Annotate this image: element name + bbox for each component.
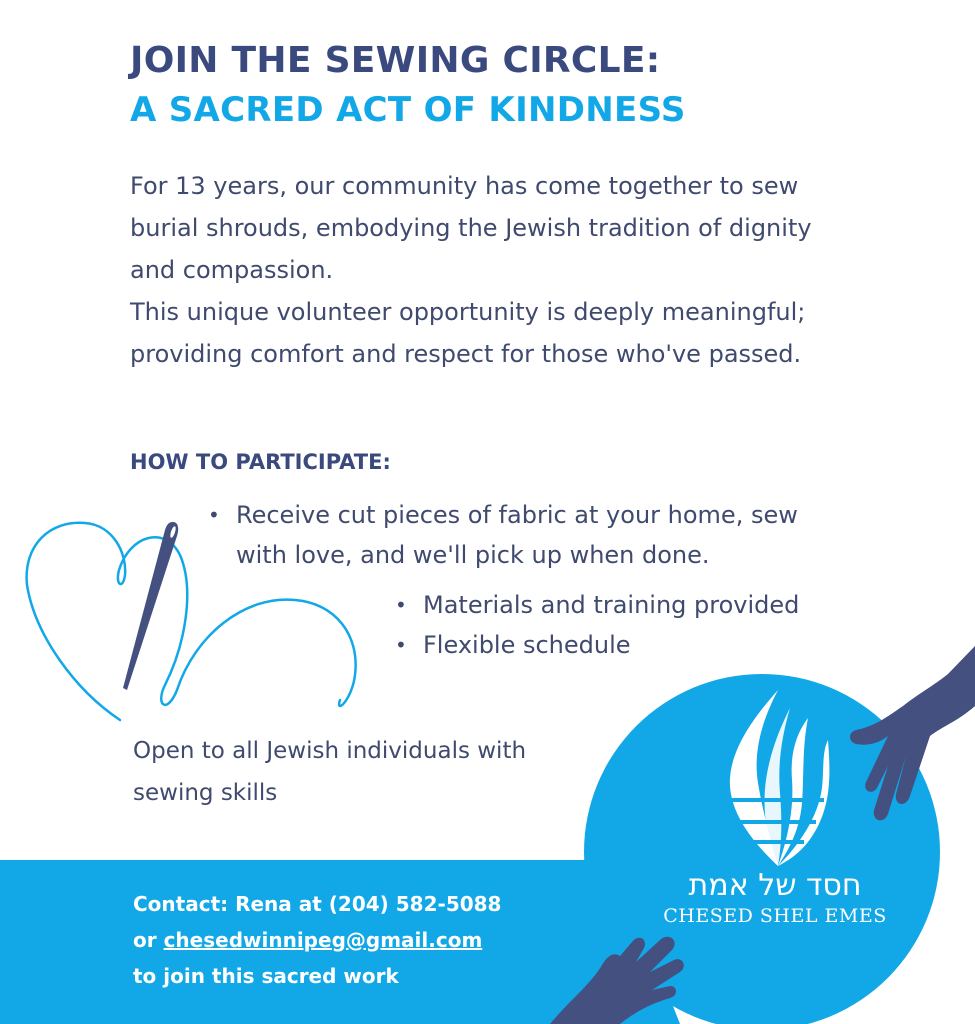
email-link[interactable]: chesedwinnipeg@gmail.com [163, 928, 483, 952]
list-item: • Receive cut pieces of fabric at your home, sew with love, and we'll pick up when done. [208, 495, 848, 575]
title-line-2: A SACRED ACT OF KINDNESS [130, 90, 686, 130]
contact-email-line [133, 922, 603, 958]
participate-heading: HOW TO PARTICIPATE: [130, 450, 391, 474]
intro-paragraph-2: This unique volunteer opportunity is deeply meaningful; providing comfort and respect for those who've passed. [130, 298, 806, 368]
list-item: • Flexible schedule [395, 625, 895, 665]
contact-block [133, 886, 603, 994]
eligibility-text: Open to all Jewish individuals with sewing skills [133, 738, 527, 806]
logo-english-text: CHESED SHEL EMES [663, 905, 887, 927]
list-item: • Materials and training provided [395, 585, 895, 625]
title-line-1: JOIN THE SEWING CIRCLE: [130, 40, 661, 81]
flame-logo-icon [718, 688, 838, 868]
contact-phone-line: Contact: Rena at (204) 582-5088 [133, 892, 502, 916]
needle-icon [115, 518, 185, 693]
contact-closing-line: to join this sacred work [133, 964, 399, 988]
logo-hebrew-text: חסד של אמת [688, 868, 862, 903]
participate-list-primary [208, 495, 848, 575]
intro-text [130, 165, 850, 375]
or-label: or [133, 928, 157, 952]
participate-list-secondary [395, 585, 895, 665]
intro-paragraph-1: For 13 years, our community has come together to sew burial shrouds, embodying the Jewish tradition of dignity and compassion. [130, 172, 812, 284]
